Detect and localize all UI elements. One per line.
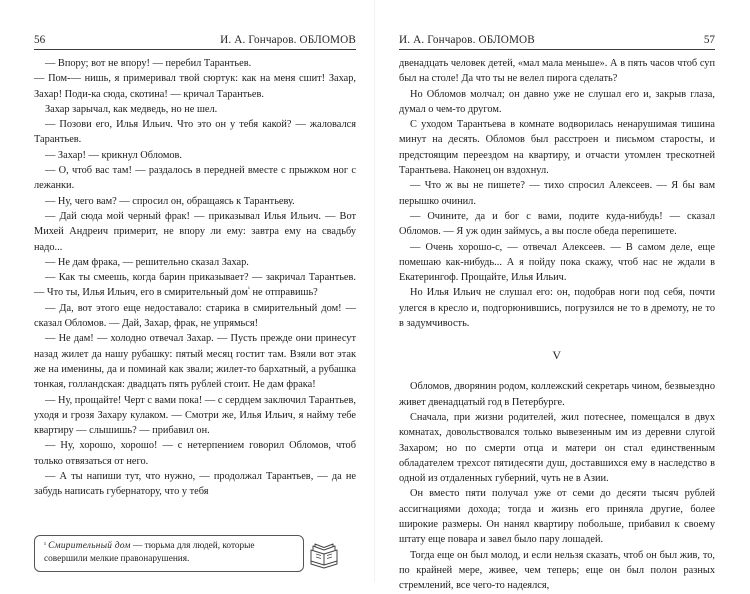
paragraph: Но Илья Ильич не слушал его: он, подобрав ноги под себя, почти улегся в кресло и, подгорюнившись, погрузился не то в дремоту, не то в задумчивость. xyxy=(399,287,715,330)
paragraph: Обломов, дворянин родом, коллежский секретарь чином, безвыездно живет двенадцатый год в Петербурге. xyxy=(399,381,715,408)
right-page xyxy=(375,0,750,592)
paragraph: — Что ж вы не пишете? — тихо спросил Алексеев. — Я бы вам перышко очинил. xyxy=(399,180,715,207)
paragraph: С уходом Тарантьева в комнате водворилась ненарушимая тишина минут на десять. Обломов был расстроен и письмом старосты, и предстоящим переездом на квартиру, и отчасти утомлен трескотней Тарантьева. Наконец он вздохнул. xyxy=(399,119,715,177)
left-running-head: И. А. Гончаров. ОБЛОМОВ xyxy=(220,34,356,46)
paragraph: — Ну, хорошо, хорошо! — с нетерпением говорил Обломов, чтоб только отвязаться от него. xyxy=(34,440,356,467)
left-page-text xyxy=(34,56,356,500)
paragraph-prefix: — Пом- xyxy=(34,73,71,85)
open-book-icon xyxy=(309,541,339,569)
paragraph: — Очините, да и бог с вами, подите куда-нибудь! — сказал Обломов. — Я уж один займусь, а вы после обеда перепишете. xyxy=(399,210,715,238)
paragraph: двенадцать человек детей, «мал мала меньше». А в пять часов чтоб суп был на столе! Да что ты не велел пирога сделать? xyxy=(399,58,715,85)
footnote-text: — тюрьма для людей, которые совершили мелкие правонарушения. xyxy=(44,541,255,564)
left-header-rule xyxy=(34,49,356,50)
paragraph: Тогда еще он был молод, и если нельзя сказать, чтоб он был жив, то, по крайней мере, живее, чем теперь; еще он был полон разных стремлений, все чего-то надеялся, xyxy=(399,549,715,592)
footnote-mark: ¹ xyxy=(44,541,47,549)
right-running-head: И. А. Гончаров. ОБЛОМОВ xyxy=(399,34,535,46)
paragraph: Захар зарычал, как медведь, но не шел. xyxy=(45,103,218,115)
paragraph: — Не дам фрака, — решительно сказал Захар. xyxy=(45,256,249,268)
paragraph: — Ну, прощайте! Черт с вами пока! — с сердцем заключил Тарантьев, уходя и грозя Захару кулаком. — Смотри же, Илья Ильич, я найму тебе квартиру — слышишь? — прибавил он. xyxy=(34,394,356,437)
paragraph: — Захар! — крикнул Обломов. xyxy=(45,149,183,161)
right-page-header xyxy=(399,34,715,47)
right-header-rule xyxy=(399,49,715,50)
footnote xyxy=(44,540,297,566)
paragraph: — Не дам! — холодно отвечал Захар. — Пусть прежде они принесут назад жилет да нашу рубашку: пятый месяц гостит там. Взяли вот этак же на именины, да и поминай как звали; жилет-то бархатный, а рубашка тонкая, голландская: двадцать пять рублей стоит. Не дам фрака! xyxy=(34,333,356,391)
paragraph xyxy=(34,71,356,102)
footnote-box xyxy=(34,535,304,572)
paragraph-text: — Как ты смеешь, когда барин приказывает? — закричал Тарантьев. — Что ты, Илья Ильич, его в смирительный дом xyxy=(34,272,356,299)
left-page-number: 56 xyxy=(34,34,46,46)
paragraph-text: — нишь, я примеривал твой сюртук: как на меня сшит! Захар, Захар! Поди-ка сюда, скотина! — кричал Тарантьев. xyxy=(34,73,356,100)
paragraph: — Да, вот этого еще недоставало: старика в смирительный дом! — сказал Обломов. — Дай, Захар, фрак, не упрямься! xyxy=(34,302,356,330)
chapter-heading: V xyxy=(552,348,562,363)
paragraph: — Впору; вот не впору! — перебил Тарантьев. xyxy=(45,58,252,69)
paragraph: — Позови его, Илья Ильич. Что это он у тебя какой? — жаловался Тарантьев. xyxy=(34,119,356,146)
right-page-number: 57 xyxy=(703,34,715,46)
paragraph: — А ты напиши тут, что нужно, — продолжал Тарантьев, — да не забудь написать губернатору, что у тебя xyxy=(34,471,356,498)
paragraph: — Ну, чего вам? — спросил он, обращаясь к Тарантьеву. xyxy=(45,195,295,207)
paragraph: — О, чтоб вас там! — раздалось в передней вместе с прыжком ног с лежанки. xyxy=(34,165,356,192)
footnote-reference: ¹ xyxy=(247,286,250,294)
paragraph: Он вместо пяти получал уже от семи до десяти тысяч рублей ассигнациями дохода; тогда и жизнь его приняла другие, более широкие размеры. Он нанял квартиру побольше, прибавил к своему штату еще повара и завел было пару лошадей. xyxy=(399,488,715,546)
paragraph: — Очень хорошо-с, — отвечал Алексеев. — В самом деле, еще помешаю как-нибудь... А я пойду пока скажу, чтоб нас не ждали в Екатерингоф. Прощайте, Илья Ильич. xyxy=(399,241,715,284)
left-page-header xyxy=(34,34,356,47)
paragraph: — Дай сюда мой черный фрак! — приказывал Илья Ильич. — Вот Михей Андреич примерит, не впору ли ему: завтра ему на свадьбу надо... xyxy=(34,210,356,253)
paragraph-text-end: не отправишь? xyxy=(252,287,318,299)
footnote-term: Смирительный дом xyxy=(48,541,131,551)
paragraph xyxy=(34,270,356,301)
left-page xyxy=(0,0,375,582)
paragraph: Но Обломов молчал; он давно уже не слушал его и, закрыв глаза, думал о чем-то другом. xyxy=(399,88,715,115)
paragraph: Сначала, при жизни родителей, жил потеснее, помещался в двух комнатах, довольствовался только вывезенным им из деревни слугой Захаром; но по смерти отца и матери он стал единственным обладателем трехсот пятидесяти душ, доставшихся ему в наследство в одной из отдаленных губерний, чуть не в Азии. xyxy=(399,411,715,485)
right-page-text xyxy=(399,56,715,594)
